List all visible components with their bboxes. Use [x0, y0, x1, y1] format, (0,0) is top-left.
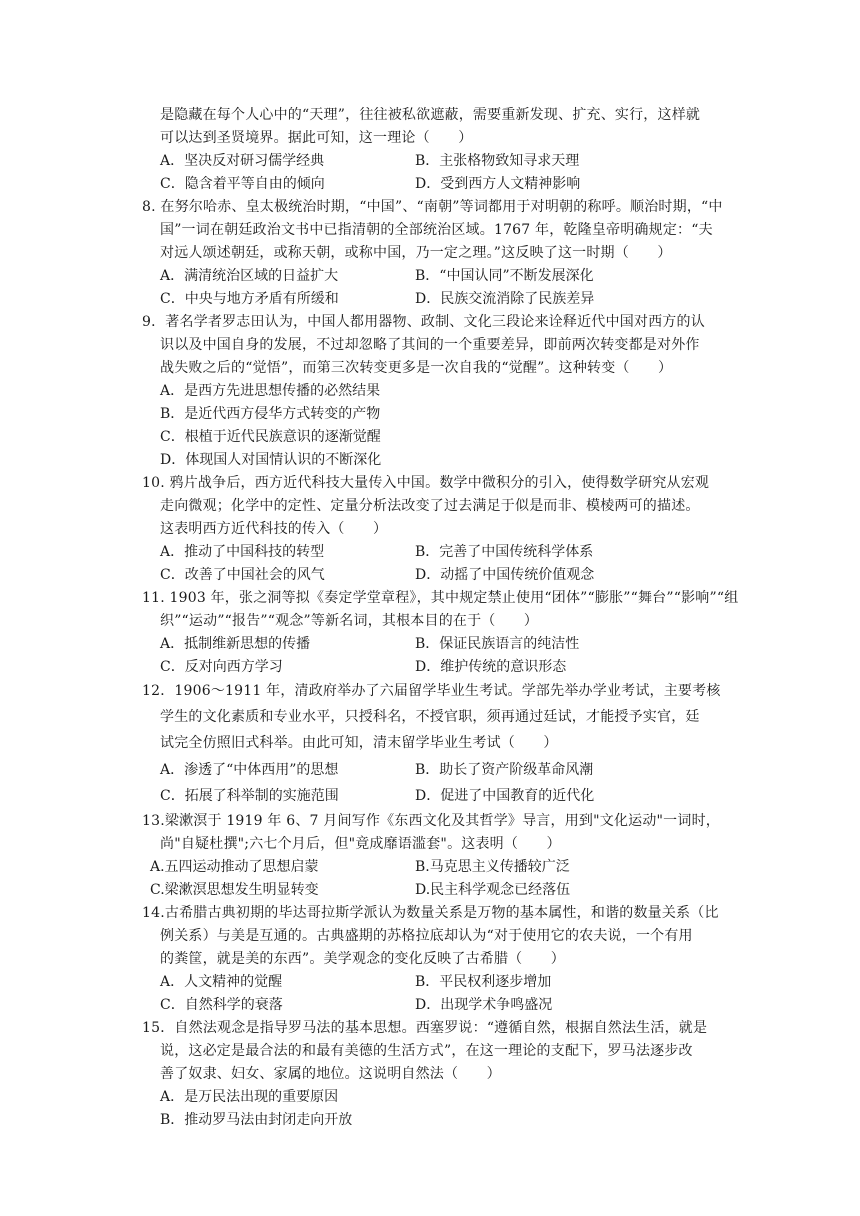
question-9-option-d: D．体现国人对国情认识的不断深化 [160, 452, 382, 468]
question-8-line-1: 8. 在努尔哈赤、皇太极统治时期，“中国”、“南朝”等词都用于对明朝的称呼。顺治时期，“中 [142, 199, 723, 215]
question-12-line-1: 12．1906～1911 年，清政府举办了六届留学毕业生考试。学部先举办学业考试，主要考核 [142, 683, 721, 699]
question-14-line-2: 例关系）与美是互通的。古典盛期的苏格拉底却认为“对于使用它的农夫说，一个有用 [160, 928, 693, 944]
question-13-option-d: D.民主科学观念已经落伍 [415, 882, 571, 898]
question-11-option-b: B．保证民族语言的纯洁性 [415, 636, 580, 652]
question-10-option-d: D．动摇了中国传统价值观念 [415, 567, 595, 583]
question-14-line-3: 的粪筐，就是美的东西”。美学观念的变化反映了古希腊（ ） [160, 951, 565, 967]
question-14-option-c: C．自然科学的衰落 [160, 997, 283, 1013]
question-15-line-2: 说，这必定是最合法的和最有美德的生活方式”，在这一理论的支配下，罗马法逐步改 [160, 1043, 693, 1059]
question-12-option-b: B．助长了资产阶级革命风潮 [415, 762, 594, 778]
question-10-option-c: C．改善了中国社会的风气 [160, 567, 325, 583]
question-12-line-3: 试完全仿照旧式科举。由此可知，清末留学毕业生考试（ ） [160, 735, 558, 751]
question-13-line-2: 尚"自疑杜撰";六七个月后，但"竟成靡语滥套"。这表明（ ） [160, 836, 561, 852]
question-7-option-a: A．坚决反对研习儒学经典 [160, 153, 325, 169]
question-15-line-3: 善了奴隶、妇女、家属的地位。这说明自然法（ ） [160, 1066, 501, 1082]
question-7-option-c: C．隐含着平等自由的倾向 [160, 176, 325, 192]
question-10-option-a: A．推动了中国科技的转型 [160, 544, 325, 560]
question-12-option-c: C．拓展了科举制的实施范围 [160, 788, 339, 804]
question-11-line-2: 织”“运动”“报告”“观念”等新名词，其根本目的在于（ ） [160, 613, 539, 629]
question-14-option-d: D．出现学术争鸣盛况 [415, 997, 553, 1013]
question-15-line-1: 15．自然法观念是指导罗马法的基本思想。西塞罗说：“遵循自然，根据自然法生活，就是 [142, 1020, 708, 1036]
question-8-option-b: B．“中国认同”不断发展深化 [415, 268, 594, 284]
question-8-option-a: A．满清统治区域的日益扩大 [160, 268, 339, 284]
question-12-option-a: A．渗透了“中体西用”的思想 [160, 762, 339, 778]
question-8-option-c: C．中央与地方矛盾有所缓和 [160, 291, 339, 307]
question-9-line-3: 战失败之后的“觉悟”，而第三次转变更多是一次自我的“觉醒”。这种转变（ ） [160, 360, 673, 376]
question-10-line-2: 走向微观；化学中的定性、定量分析法改变了过去满足于似是而非、模棱两可的描述。 [160, 498, 700, 514]
question-12-line-2: 学生的文化素质和专业水平，只授科名，不授官职，须再通过廷试，才能授予实官，廷 [160, 709, 700, 725]
question-15-option-b: B．推动罗马法由封闭走向开放 [160, 1112, 353, 1128]
question-9-line-1: 9．著名学者罗志田认为，中国人都用器物、政制、文化三段论来诠释近代中国对西方的认 [142, 314, 705, 330]
question-9-option-c: C．根植于近代民族意识的逐渐觉醒 [160, 429, 381, 445]
question-13-line-1: 13.梁漱溟于 1919 年 6、7 月间写作《东西文化及其哲学》导言，用到"文化运动"一词时， [142, 813, 720, 829]
question-15-option-a: A．是万民法出现的重要原因 [160, 1089, 339, 1105]
question-9-option-a: A．是西方先进思想传播的必然结果 [160, 383, 381, 399]
question-12-option-d: D．促进了中国教育的近代化 [415, 788, 595, 804]
question-10-option-b: B．完善了中国传统科学体系 [415, 544, 594, 560]
question-13-option-c: C.梁漱溟思想发生明显转变 [150, 882, 319, 898]
question-11-option-c: C．反对向西方学习 [160, 659, 283, 675]
question-7-option-d: D．受到西方人文精神影响 [415, 176, 581, 192]
question-8-line-2: 国”一词在朝廷政治文书中已指清朝的全部统治区域。1767 年，乾隆皇帝明确规定：“夫 [160, 222, 713, 238]
question-9-option-b: B．是近代西方侵华方式转变的产物 [160, 406, 381, 422]
question-7-option-b: B．主张格物致知寻求天理 [415, 153, 580, 169]
question-8-line-3: 对远人颂述朝廷，或称天朝，或称中国，乃一定之理。”这反映了这一时期（ ） [160, 245, 672, 261]
question-7-line-1: 是隐藏在每个人心中的“天理”，往往被私欲遮蔽，需要重新发现、扩充、实行，这样就 [160, 107, 701, 123]
question-11-line-1: 11. 1903 年，张之洞等拟《奏定学堂章程》，其中规定禁止使用“团体”“膨胀”“舞台”“影响”“组 [142, 590, 739, 606]
question-14-option-a: A．人文精神的觉醒 [160, 974, 283, 990]
question-14-line-1: 14.古希腊古典初期的毕达哥拉斯学派认为数量关系是万物的基本属性，和谐的数量关系（比 [142, 905, 719, 921]
question-11-option-a: A．抵制维新思想的传播 [160, 636, 311, 652]
question-14-option-b: B．平民权利逐步增加 [415, 974, 552, 990]
question-11-option-d: D．维护传统的意识形态 [415, 659, 567, 675]
question-7-line-2: 可以达到圣贤境界。据此可知，这一理论（ ） [160, 130, 473, 146]
question-9-line-2: 识以及中国自身的发展，不过却忽略了其间的一个重要差异，即前两次转变都是对外作 [160, 337, 700, 353]
question-10-line-3: 这表明西方近代科技的传入（ ） [160, 521, 388, 537]
question-13-option-a: A.五四运动推动了思想启蒙 [150, 859, 319, 875]
question-8-option-d: D．民族交流消除了民族差异 [415, 291, 595, 307]
question-10-line-1: 10. 鸦片战争后，西方近代科技大量传入中国。数学中微积分的引入，使得数学研究从宏观 [142, 475, 710, 491]
question-13-option-b: B.马克思主义传播较广泛 [415, 859, 570, 875]
